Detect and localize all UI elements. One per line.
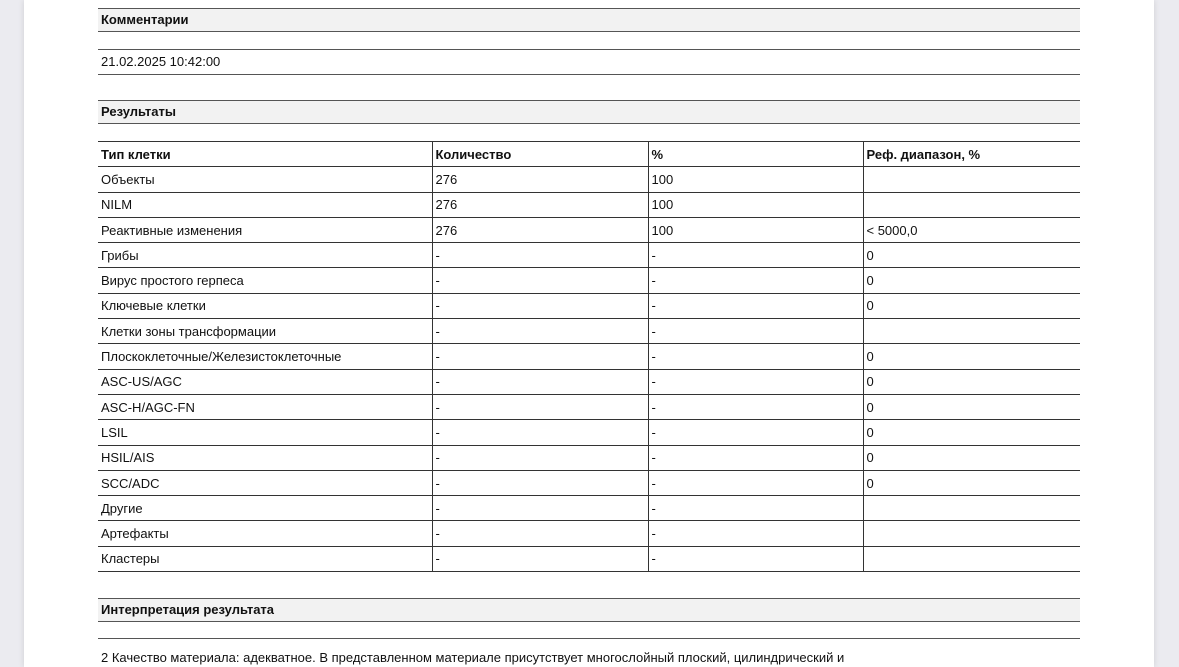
table-row (98, 546, 1080, 571)
table-cell-percent: 100 (648, 192, 863, 217)
table-cell-cell-type: ASC-H/AGC-FN (98, 394, 432, 419)
table-row (98, 319, 1080, 344)
report-page (24, 0, 1154, 667)
table-cell-count: - (432, 546, 648, 571)
table-cell-ref-range (863, 167, 1080, 192)
interpretation-text: 2 Качество материала: адекватное. В представленном материале присутствует многослойный плоский, цилиндрический и (101, 650, 845, 665)
table-row (98, 344, 1080, 369)
table-row (98, 243, 1080, 268)
table-cell-cell-type: Реактивные изменения (98, 217, 432, 242)
table-cell-count: - (432, 470, 648, 495)
table-row (98, 445, 1080, 470)
table-cell-cell-type: Артефакты (98, 521, 432, 546)
table-cell-cell-type: ASC-US/AGC (98, 369, 432, 394)
comments-value: 21.02.2025 10:42:00 (98, 49, 1080, 75)
table-cell-cell-type: Вирус простого герпеса (98, 268, 432, 293)
table-cell-percent: - (648, 319, 863, 344)
table-cell-percent: - (648, 394, 863, 419)
table-cell-count: 276 (432, 192, 648, 217)
table-cell-cell-type: Объекты (98, 167, 432, 192)
table-cell-cell-type: NILM (98, 192, 432, 217)
table-cell-percent: - (648, 470, 863, 495)
results-table (98, 141, 1080, 572)
table-cell-percent: - (648, 521, 863, 546)
table-cell-ref-range: 0 (863, 470, 1080, 495)
table-row (98, 394, 1080, 419)
comments-section-header: Комментарии (98, 8, 1080, 32)
table-cell-cell-type: Клетки зоны трансформации (98, 319, 432, 344)
table-row (98, 217, 1080, 242)
table-cell-count: 276 (432, 217, 648, 242)
results-table-body (98, 167, 1080, 572)
interpretation-divider (98, 638, 1080, 639)
table-cell-count: - (432, 420, 648, 445)
interpretation-section-header: Интерпретация результата (98, 598, 1080, 622)
table-cell-percent: - (648, 420, 863, 445)
table-cell-percent: - (648, 268, 863, 293)
table-row (98, 496, 1080, 521)
table-cell-cell-type: Ключевые клетки (98, 293, 432, 318)
table-cell-ref-range (863, 521, 1080, 546)
table-cell-percent: - (648, 344, 863, 369)
table-cell-count: - (432, 344, 648, 369)
table-cell-count: - (432, 394, 648, 419)
table-cell-count: - (432, 369, 648, 394)
table-cell-percent: - (648, 243, 863, 268)
table-cell-count: 276 (432, 167, 648, 192)
table-cell-percent: 100 (648, 217, 863, 242)
table-row (98, 268, 1080, 293)
column-header-ref-range: Реф. диапазон, % (863, 142, 1080, 167)
results-section-header: Результаты (98, 100, 1080, 124)
table-cell-cell-type: HSIL/AIS (98, 445, 432, 470)
table-cell-count: - (432, 445, 648, 470)
table-cell-ref-range: 0 (863, 369, 1080, 394)
table-cell-ref-range: 0 (863, 268, 1080, 293)
table-row (98, 192, 1080, 217)
table-row (98, 293, 1080, 318)
table-cell-count: - (432, 319, 648, 344)
table-cell-ref-range: 0 (863, 394, 1080, 419)
table-cell-ref-range: 0 (863, 344, 1080, 369)
table-cell-count: - (432, 268, 648, 293)
table-cell-ref-range: < 5000,0 (863, 217, 1080, 242)
table-cell-count: - (432, 521, 648, 546)
table-cell-percent: 100 (648, 167, 863, 192)
table-cell-percent: - (648, 369, 863, 394)
table-cell-ref-range (863, 496, 1080, 521)
table-cell-count: - (432, 243, 648, 268)
table-row (98, 470, 1080, 495)
table-cell-count: - (432, 496, 648, 521)
table-cell-cell-type: SCC/ADC (98, 470, 432, 495)
table-row (98, 420, 1080, 445)
table-cell-ref-range: 0 (863, 445, 1080, 470)
column-header-count: Количество (432, 142, 648, 167)
results-table-header-row (98, 142, 1080, 167)
column-header-cell-type: Тип клетки (98, 142, 432, 167)
table-row (98, 167, 1080, 192)
table-cell-ref-range (863, 546, 1080, 571)
table-row (98, 521, 1080, 546)
table-cell-cell-type: Плоскоклеточные/Железистоклеточные (98, 344, 432, 369)
table-cell-cell-type: Другие (98, 496, 432, 521)
table-cell-ref-range: 0 (863, 420, 1080, 445)
table-cell-cell-type: LSIL (98, 420, 432, 445)
column-header-percent: % (648, 142, 863, 167)
table-cell-ref-range (863, 192, 1080, 217)
table-cell-ref-range: 0 (863, 293, 1080, 318)
table-cell-cell-type: Грибы (98, 243, 432, 268)
table-cell-percent: - (648, 546, 863, 571)
table-cell-cell-type: Кластеры (98, 546, 432, 571)
table-cell-ref-range (863, 319, 1080, 344)
table-cell-count: - (432, 293, 648, 318)
table-cell-ref-range: 0 (863, 243, 1080, 268)
table-cell-percent: - (648, 293, 863, 318)
table-cell-percent: - (648, 496, 863, 521)
table-cell-percent: - (648, 445, 863, 470)
table-row (98, 369, 1080, 394)
